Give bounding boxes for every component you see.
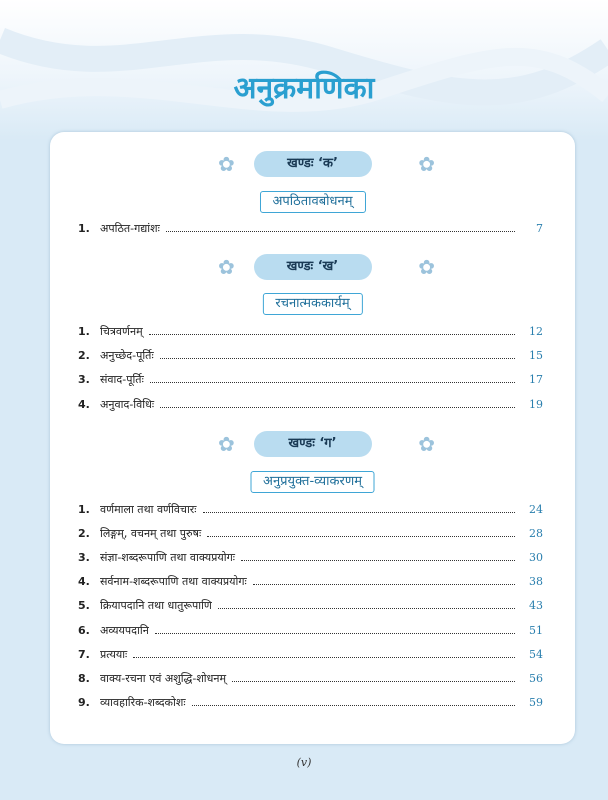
entry-title: वर्णमाला तथा वर्णविचारः: [100, 502, 197, 516]
entry-title: अनुवाद-विधिः: [100, 397, 155, 411]
entry-page: 56: [529, 671, 543, 685]
entry-page: 15: [529, 348, 543, 362]
section-header: [50, 252, 575, 284]
toc-entry[interactable]: [78, 323, 543, 339]
dot-leader: [253, 583, 515, 585]
entry-page: 51: [529, 623, 543, 637]
entry-title: अपठित-गद्यांशः: [100, 221, 160, 235]
toc-entry[interactable]: [78, 501, 543, 517]
dot-leader: [155, 632, 515, 634]
entry-page: 28: [529, 526, 543, 540]
entry-number: 1.: [78, 324, 90, 338]
entry-title: संज्ञा-शब्दरूपाणि तथा वाक्यप्रयोगः: [100, 550, 236, 564]
entry-page: 54: [529, 647, 543, 661]
entry-title: चित्रवर्णनम्: [100, 324, 143, 338]
dot-leader: [218, 607, 515, 609]
dot-leader: [232, 680, 515, 682]
entry-title: वाक्य-रचना एवं अशुद्धि-शोधनम्: [100, 671, 227, 685]
flower-icon: ✿: [418, 152, 435, 176]
section-title: खण्डः ‘ग’: [254, 431, 372, 457]
entry-page: 43: [529, 598, 543, 612]
flower-icon: ✿: [218, 152, 235, 176]
section-header: [50, 149, 575, 181]
entry-title: लिङ्गम्, वचनम् तथा पुरुषः: [100, 526, 202, 540]
dot-leader: [160, 406, 515, 408]
dot-leader: [192, 704, 515, 706]
entry-number: 3.: [78, 550, 90, 564]
entry-number: 9.: [78, 695, 90, 709]
page-title: अनुक्रमणिका: [233, 71, 375, 106]
toc-entry[interactable]: [78, 622, 543, 638]
entry-number: 1.: [78, 502, 90, 516]
toc-entry[interactable]: [78, 573, 543, 589]
toc-entry[interactable]: [78, 396, 543, 412]
flower-icon: ✿: [218, 255, 235, 279]
entry-page: 59: [529, 695, 543, 709]
entry-number: 2.: [78, 348, 90, 362]
entry-title: अनुच्छेद-पूर्तिः: [100, 348, 154, 362]
toc-entry[interactable]: [78, 646, 543, 662]
dot-leader: [203, 511, 515, 513]
entry-number: 5.: [78, 598, 90, 612]
entry-number: 8.: [78, 671, 90, 685]
entry-title: अव्ययपदानि: [100, 623, 149, 637]
section-subtitle: रचनात्मककार्यम्: [262, 293, 362, 315]
dot-leader: [166, 230, 515, 232]
entry-number: 6.: [78, 623, 90, 637]
toc-entry[interactable]: [78, 597, 543, 613]
entry-title: संवाद-पूर्तिः: [100, 372, 144, 386]
entry-page: 24: [529, 502, 543, 516]
toc-entry[interactable]: [78, 694, 543, 710]
toc-entry[interactable]: [78, 347, 543, 363]
entry-page: 17: [529, 372, 543, 386]
entry-page: 7: [536, 221, 543, 235]
toc-entry[interactable]: [78, 670, 543, 686]
toc-entry[interactable]: [78, 220, 543, 236]
section-title: खण्डः ‘ख’: [254, 254, 372, 280]
dot-leader: [160, 357, 515, 359]
entry-number: 2.: [78, 526, 90, 540]
section-subtitle: अपठितावबोधनम्: [259, 191, 365, 213]
entry-number: 4.: [78, 574, 90, 588]
entry-page: 30: [529, 550, 543, 564]
dot-leader: [207, 535, 515, 537]
toc-entry[interactable]: [78, 525, 543, 541]
entry-page: 12: [529, 324, 543, 338]
entry-number: 4.: [78, 397, 90, 411]
entry-page: 19: [529, 397, 543, 411]
section-header: [50, 429, 575, 461]
dot-leader: [241, 559, 515, 561]
toc-entry[interactable]: [78, 371, 543, 387]
entry-page: 38: [529, 574, 543, 588]
dot-leader: [150, 381, 515, 383]
flower-icon: ✿: [418, 432, 435, 456]
contents-panel: [50, 132, 575, 744]
dot-leader: [149, 333, 515, 335]
dot-leader: [133, 656, 515, 658]
section-subtitle: अनुप्रयुक्त-व्याकरणम्: [250, 471, 375, 493]
entry-number: 7.: [78, 647, 90, 661]
flower-icon: ✿: [418, 255, 435, 279]
section-title: खण्डः ‘क’: [254, 151, 372, 177]
flower-icon: ✿: [218, 432, 235, 456]
entry-title: क्रियापदानि तथा धातुरूपाणि: [100, 598, 212, 612]
page-number: (v): [296, 756, 312, 769]
entry-number: 1.: [78, 221, 90, 235]
entry-title: व्यावहारिक-शब्दकोशः: [100, 695, 186, 709]
toc-entry[interactable]: [78, 549, 543, 565]
entry-title: सर्वनाम-शब्दरूपाणि तथा वाक्यप्रयोगः: [100, 574, 247, 588]
entry-number: 3.: [78, 372, 90, 386]
entry-title: प्रत्ययाः: [100, 647, 128, 661]
